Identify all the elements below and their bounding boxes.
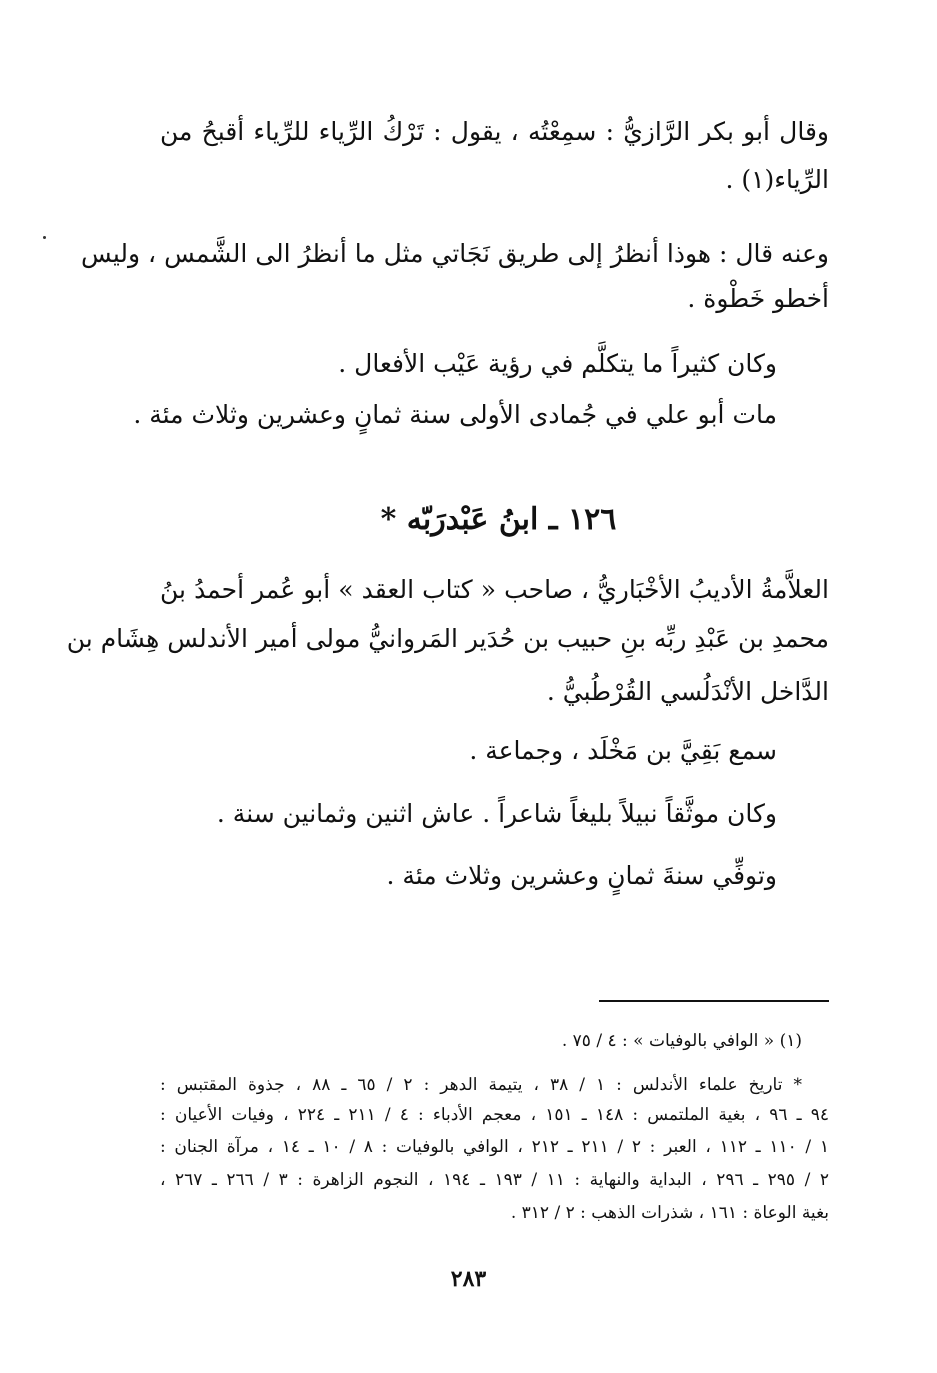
paragraph-line: الرِّياء(١) .: [725, 165, 829, 194]
scan-speck: [43, 236, 46, 239]
paragraph-line: أخطو خَطْوة .: [687, 284, 829, 313]
footnote-separator: [599, 1000, 829, 1002]
paragraph-line: وعنه قال : هوذا أنظرُ إلى طريق نَجَاتي مثل ما أنظرُ الى الشَّمس ، وليس: [81, 239, 829, 268]
paragraph-line: مات أبو علي في جُمادى الأولى سنة ثمانٍ وعشرين وثلاث مئة .: [133, 400, 777, 429]
bio-line: سمع بَقِيَّ بن مَخْلَد ، وجماعة .: [469, 736, 777, 765]
paragraph-line: وكان كثيراً ما يتكلَّم في رؤية عَيْب الأفعال .: [338, 349, 777, 378]
footnote: ٢ / ٢٩٥ ـ ٢٩٦ ، البداية والنهاية : ١١ / ١٩٣ ـ ١٩٤ ، النجوم الزاهرة : ٣ / ٢٦٦ ـ ٢٦٧ ،: [160, 1170, 829, 1190]
entry-heading: ١٢٦ ـ ابنُ عَبْدرَبّه *: [380, 502, 617, 537]
bio-line: وكان موثَّقاً نبيلاً بليغاً شاعراً . عاش اثنين وثمانين سنة .: [216, 799, 777, 828]
footnote: ٩٤ ـ ٩٦ ، بغية الملتمس : ١٤٨ ـ ١٥١ ، معجم الأدباء : ٤ / ٢١١ ـ ٢٢٤ ، وفيات الأعيان :: [160, 1105, 830, 1125]
footnote: (١) « الوافي بالوفيات » : ٤ / ٧٥ .: [561, 1031, 802, 1051]
bio-line: العلاَّمةُ الأديبُ الأخْبَاريُّ ، صاحب « كتاب العقد » أبو عُمر أحمدُ بنُ: [160, 575, 829, 604]
footnote: * تاريخ علماء الأندلس : ١ / ٣٨ ، يتيمة الدهر : ٢ / ٦٥ ـ ٨٨ ، جذوة المقتبس :: [160, 1075, 802, 1095]
bio-line: وتوفِّي سنةَ ثمانٍ وعشرين وثلاث مئة .: [386, 861, 777, 890]
bio-line: محمدِ بن عَبْدِ ربِّه بنِ حبيب بن حُدَير المَروانيُّ مولى أمير الأندلس هِشَام بن: [66, 624, 829, 653]
page-number: ٢٨٣: [450, 1266, 487, 1292]
footnote: ١ / ١١٠ ـ ١١٢ ، العبر : ٢ / ٢١١ ـ ٢١٢ ، الوافي بالوفيات : ٨ / ١٠ ـ ١٤ ، مرآة الجنان :: [160, 1137, 829, 1157]
bio-line: الدَّاخل الأنْدَلُسي القُرْطُبيُّ .: [546, 677, 829, 706]
paragraph-line: وقال أبو بكر الرَّازيُّ : سمِعْتُه ، يقول : تَرْكُ الرِّياء للرِّياء أقبحُ من: [160, 117, 829, 146]
footnote: بغية الوعاة : ١٦١ ، شذرات الذهب : ٢ / ٣١٢ .: [510, 1203, 829, 1223]
